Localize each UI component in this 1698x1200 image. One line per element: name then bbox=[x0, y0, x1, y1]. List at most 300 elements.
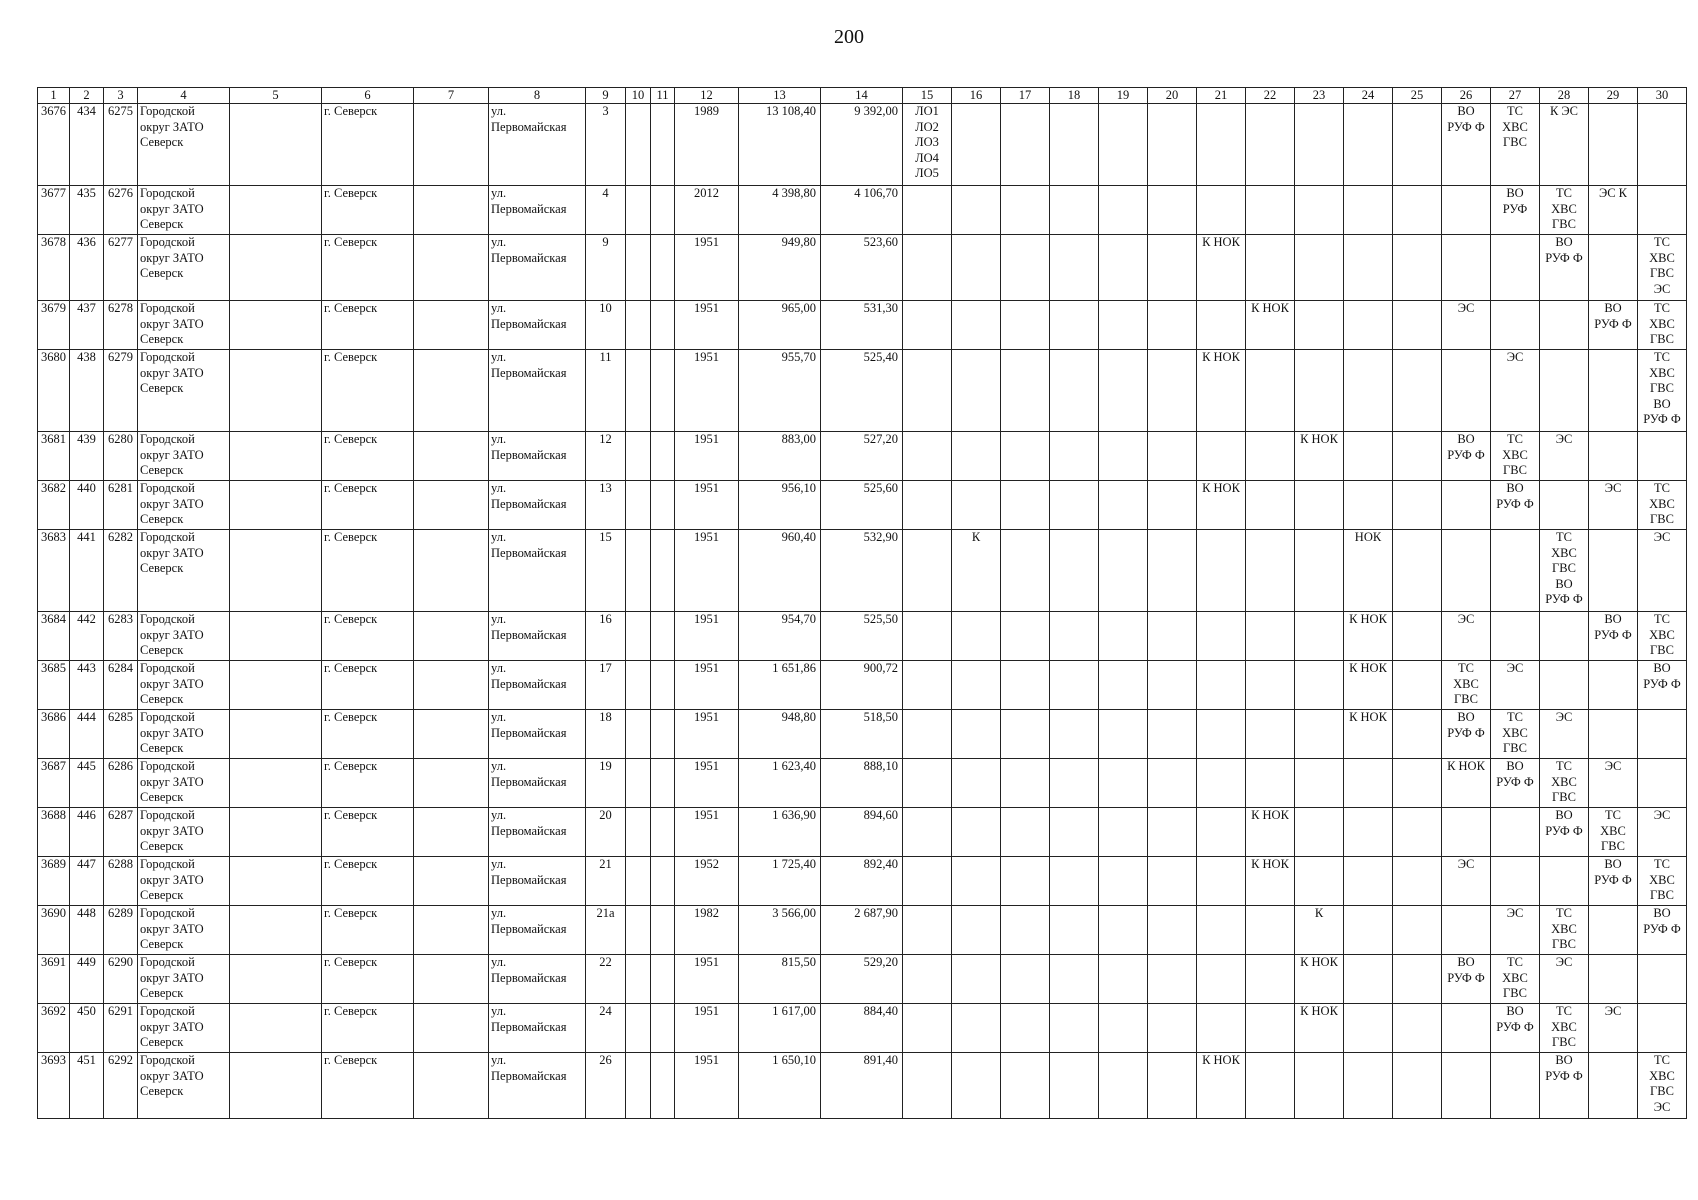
cell-col-13: 955,70 bbox=[739, 350, 821, 432]
cell-col-15 bbox=[903, 906, 952, 955]
cell-col-3: 6287 bbox=[104, 808, 138, 857]
cell-col-26 bbox=[1442, 808, 1491, 857]
cell-col-10 bbox=[626, 955, 651, 1004]
cell-col-14: 532,90 bbox=[821, 530, 903, 612]
cell-col-8: ул. Первомайская bbox=[489, 1004, 586, 1053]
cell-col-28: ВО РУФ Ф bbox=[1540, 808, 1589, 857]
cell-col-22 bbox=[1246, 710, 1295, 759]
cell-col-16 bbox=[952, 301, 1001, 350]
cell-col-24 bbox=[1344, 1004, 1393, 1053]
cell-col-19 bbox=[1099, 104, 1148, 186]
cell-col-18 bbox=[1050, 710, 1099, 759]
cell-col-17 bbox=[1001, 235, 1050, 301]
cell-col-24 bbox=[1344, 1053, 1393, 1119]
cell-col-30 bbox=[1638, 104, 1687, 186]
cell-col-5 bbox=[230, 906, 322, 955]
cell-col-22 bbox=[1246, 612, 1295, 661]
cell-col-18 bbox=[1050, 906, 1099, 955]
cell-col-16 bbox=[952, 906, 1001, 955]
cell-col-9: 12 bbox=[586, 432, 626, 481]
cell-col-29: ЭС bbox=[1589, 759, 1638, 808]
cell-col-19 bbox=[1099, 808, 1148, 857]
cell-col-1: 3692 bbox=[38, 1004, 70, 1053]
cell-col-30 bbox=[1638, 186, 1687, 235]
cell-col-8: ул. Первомайская bbox=[489, 104, 586, 186]
table-row bbox=[38, 301, 1687, 350]
cell-col-3: 6290 bbox=[104, 955, 138, 1004]
column-header-20: 20 bbox=[1148, 88, 1197, 104]
cell-col-21 bbox=[1197, 857, 1246, 906]
cell-col-15 bbox=[903, 955, 952, 1004]
cell-col-5 bbox=[230, 186, 322, 235]
cell-col-28: ЭС bbox=[1540, 432, 1589, 481]
cell-col-11 bbox=[651, 1053, 675, 1119]
cell-col-27 bbox=[1491, 1053, 1540, 1119]
cell-col-29 bbox=[1589, 1053, 1638, 1119]
cell-col-29: ВО РУФ Ф bbox=[1589, 612, 1638, 661]
cell-col-16 bbox=[952, 481, 1001, 530]
cell-col-26 bbox=[1442, 350, 1491, 432]
cell-col-8: ул. Первомайская bbox=[489, 955, 586, 1004]
cell-col-6: г. Северск bbox=[322, 301, 414, 350]
cell-col-30: ТС ХВС ГВС ЭС bbox=[1638, 1053, 1687, 1119]
cell-col-10 bbox=[626, 906, 651, 955]
cell-col-15 bbox=[903, 759, 952, 808]
cell-col-28: ВО РУФ Ф bbox=[1540, 235, 1589, 301]
column-header-21: 21 bbox=[1197, 88, 1246, 104]
cell-col-25 bbox=[1393, 857, 1442, 906]
column-header-26: 26 bbox=[1442, 88, 1491, 104]
cell-col-9: 18 bbox=[586, 710, 626, 759]
cell-col-28: ВО РУФ Ф bbox=[1540, 1053, 1589, 1119]
cell-col-21 bbox=[1197, 530, 1246, 612]
cell-col-28 bbox=[1540, 661, 1589, 710]
cell-col-25 bbox=[1393, 661, 1442, 710]
column-header-15: 15 bbox=[903, 88, 952, 104]
cell-col-19 bbox=[1099, 906, 1148, 955]
cell-col-14: 525,60 bbox=[821, 481, 903, 530]
cell-col-6: г. Северск bbox=[322, 759, 414, 808]
cell-col-13: 948,80 bbox=[739, 710, 821, 759]
cell-col-4: Городской округ ЗАТО Северск bbox=[138, 857, 230, 906]
cell-col-25 bbox=[1393, 235, 1442, 301]
cell-col-18 bbox=[1050, 530, 1099, 612]
cell-col-17 bbox=[1001, 104, 1050, 186]
cell-col-30 bbox=[1638, 710, 1687, 759]
table-row bbox=[38, 857, 1687, 906]
cell-col-25 bbox=[1393, 710, 1442, 759]
cell-col-11 bbox=[651, 906, 675, 955]
cell-col-11 bbox=[651, 759, 675, 808]
cell-col-2: 449 bbox=[70, 955, 104, 1004]
cell-col-17 bbox=[1001, 710, 1050, 759]
cell-col-3: 6282 bbox=[104, 530, 138, 612]
cell-col-26 bbox=[1442, 1053, 1491, 1119]
cell-col-21 bbox=[1197, 104, 1246, 186]
cell-col-24 bbox=[1344, 955, 1393, 1004]
cell-col-19 bbox=[1099, 612, 1148, 661]
cell-col-2: 445 bbox=[70, 759, 104, 808]
cell-col-16: К bbox=[952, 530, 1001, 612]
cell-col-27: ТС ХВС ГВС bbox=[1491, 710, 1540, 759]
cell-col-18 bbox=[1050, 481, 1099, 530]
cell-col-23 bbox=[1295, 301, 1344, 350]
cell-col-16 bbox=[952, 759, 1001, 808]
cell-col-10 bbox=[626, 301, 651, 350]
cell-col-24 bbox=[1344, 301, 1393, 350]
cell-col-13: 960,40 bbox=[739, 530, 821, 612]
cell-col-12: 1989 bbox=[675, 104, 739, 186]
cell-col-11 bbox=[651, 432, 675, 481]
cell-col-8: ул. Первомайская bbox=[489, 301, 586, 350]
header-row bbox=[38, 88, 1687, 104]
table-row bbox=[38, 710, 1687, 759]
cell-col-22 bbox=[1246, 955, 1295, 1004]
cell-col-4: Городской округ ЗАТО Северск bbox=[138, 955, 230, 1004]
cell-col-5 bbox=[230, 857, 322, 906]
cell-col-4: Городской округ ЗАТО Северск bbox=[138, 301, 230, 350]
cell-col-4: Городской округ ЗАТО Северск bbox=[138, 432, 230, 481]
column-header-8: 8 bbox=[489, 88, 586, 104]
cell-col-27 bbox=[1491, 235, 1540, 301]
table-row bbox=[38, 955, 1687, 1004]
cell-col-23 bbox=[1295, 530, 1344, 612]
cell-col-3: 6276 bbox=[104, 186, 138, 235]
cell-col-1: 3677 bbox=[38, 186, 70, 235]
cell-col-23 bbox=[1295, 710, 1344, 759]
cell-col-5 bbox=[230, 661, 322, 710]
cell-col-24 bbox=[1344, 759, 1393, 808]
cell-col-18 bbox=[1050, 1004, 1099, 1053]
cell-col-27 bbox=[1491, 530, 1540, 612]
cell-col-16 bbox=[952, 808, 1001, 857]
cell-col-8: ул. Первомайская bbox=[489, 1053, 586, 1119]
cell-col-14: 527,20 bbox=[821, 432, 903, 481]
cell-col-10 bbox=[626, 1004, 651, 1053]
cell-col-19 bbox=[1099, 1053, 1148, 1119]
cell-col-25 bbox=[1393, 906, 1442, 955]
cell-col-12: 1982 bbox=[675, 906, 739, 955]
cell-col-3: 6288 bbox=[104, 857, 138, 906]
column-header-19: 19 bbox=[1099, 88, 1148, 104]
cell-col-13: 4 398,80 bbox=[739, 186, 821, 235]
cell-col-3: 6285 bbox=[104, 710, 138, 759]
cell-col-12: 1951 bbox=[675, 612, 739, 661]
cell-col-7 bbox=[414, 104, 489, 186]
cell-col-3: 6275 bbox=[104, 104, 138, 186]
cell-col-16 bbox=[952, 186, 1001, 235]
cell-col-23 bbox=[1295, 612, 1344, 661]
cell-col-13: 1 617,00 bbox=[739, 1004, 821, 1053]
cell-col-14: 518,50 bbox=[821, 710, 903, 759]
cell-col-24 bbox=[1344, 350, 1393, 432]
cell-col-29 bbox=[1589, 955, 1638, 1004]
cell-col-18 bbox=[1050, 808, 1099, 857]
table-row bbox=[38, 1004, 1687, 1053]
cell-col-4: Городской округ ЗАТО Северск bbox=[138, 235, 230, 301]
cell-col-24 bbox=[1344, 432, 1393, 481]
cell-col-30 bbox=[1638, 1004, 1687, 1053]
cell-col-1: 3680 bbox=[38, 350, 70, 432]
cell-col-11 bbox=[651, 104, 675, 186]
cell-col-4: Городской округ ЗАТО Северск bbox=[138, 1004, 230, 1053]
cell-col-12: 1951 bbox=[675, 710, 739, 759]
cell-col-18 bbox=[1050, 235, 1099, 301]
cell-col-9: 17 bbox=[586, 661, 626, 710]
cell-col-10 bbox=[626, 481, 651, 530]
cell-col-22 bbox=[1246, 530, 1295, 612]
cell-col-10 bbox=[626, 759, 651, 808]
column-header-30: 30 bbox=[1638, 88, 1687, 104]
column-header-24: 24 bbox=[1344, 88, 1393, 104]
cell-col-26: ВО РУФ Ф bbox=[1442, 432, 1491, 481]
cell-col-15 bbox=[903, 661, 952, 710]
cell-col-6: г. Северск bbox=[322, 906, 414, 955]
cell-col-2: 437 bbox=[70, 301, 104, 350]
cell-col-12: 1951 bbox=[675, 808, 739, 857]
cell-col-23 bbox=[1295, 235, 1344, 301]
cell-col-4: Городской округ ЗАТО Северск bbox=[138, 530, 230, 612]
cell-col-28: ЭС bbox=[1540, 710, 1589, 759]
cell-col-20 bbox=[1148, 1053, 1197, 1119]
cell-col-28 bbox=[1540, 301, 1589, 350]
cell-col-2: 440 bbox=[70, 481, 104, 530]
cell-col-6: г. Северск bbox=[322, 710, 414, 759]
cell-col-14: 900,72 bbox=[821, 661, 903, 710]
cell-col-29 bbox=[1589, 350, 1638, 432]
cell-col-15 bbox=[903, 1053, 952, 1119]
cell-col-17 bbox=[1001, 612, 1050, 661]
cell-col-16 bbox=[952, 710, 1001, 759]
cell-col-23 bbox=[1295, 350, 1344, 432]
cell-col-18 bbox=[1050, 104, 1099, 186]
cell-col-26: ВО РУФ Ф bbox=[1442, 104, 1491, 186]
cell-col-11 bbox=[651, 955, 675, 1004]
cell-col-13: 1 623,40 bbox=[739, 759, 821, 808]
cell-col-24 bbox=[1344, 906, 1393, 955]
cell-col-26: ЭС bbox=[1442, 301, 1491, 350]
column-header-13: 13 bbox=[739, 88, 821, 104]
cell-col-27: ЭС bbox=[1491, 661, 1540, 710]
cell-col-30: ТС ХВС ГВС bbox=[1638, 301, 1687, 350]
cell-col-7 bbox=[414, 759, 489, 808]
cell-col-2: 434 bbox=[70, 104, 104, 186]
cell-col-9: 22 bbox=[586, 955, 626, 1004]
cell-col-30: ТС ХВС ГВС bbox=[1638, 857, 1687, 906]
cell-col-25 bbox=[1393, 481, 1442, 530]
cell-col-13: 815,50 bbox=[739, 955, 821, 1004]
column-header-2: 2 bbox=[70, 88, 104, 104]
cell-col-15 bbox=[903, 857, 952, 906]
cell-col-15 bbox=[903, 530, 952, 612]
cell-col-23 bbox=[1295, 759, 1344, 808]
cell-col-19 bbox=[1099, 759, 1148, 808]
cell-col-27: ВО РУФ Ф bbox=[1491, 481, 1540, 530]
cell-col-25 bbox=[1393, 432, 1442, 481]
cell-col-11 bbox=[651, 186, 675, 235]
cell-col-30: ТС ХВС ГВС bbox=[1638, 481, 1687, 530]
cell-col-5 bbox=[230, 1004, 322, 1053]
table-row bbox=[38, 104, 1687, 186]
cell-col-22 bbox=[1246, 481, 1295, 530]
cell-col-4: Городской округ ЗАТО Северск bbox=[138, 350, 230, 432]
cell-col-24 bbox=[1344, 235, 1393, 301]
cell-col-25 bbox=[1393, 1004, 1442, 1053]
cell-col-1: 3693 bbox=[38, 1053, 70, 1119]
cell-col-9: 21а bbox=[586, 906, 626, 955]
cell-col-2: 438 bbox=[70, 350, 104, 432]
cell-col-14: 891,40 bbox=[821, 1053, 903, 1119]
cell-col-27: ВО РУФ Ф bbox=[1491, 1004, 1540, 1053]
cell-col-19 bbox=[1099, 186, 1148, 235]
table-row bbox=[38, 906, 1687, 955]
cell-col-21: К НОК bbox=[1197, 481, 1246, 530]
cell-col-21 bbox=[1197, 301, 1246, 350]
cell-col-21 bbox=[1197, 808, 1246, 857]
cell-col-5 bbox=[230, 759, 322, 808]
cell-col-9: 11 bbox=[586, 350, 626, 432]
table-row bbox=[38, 759, 1687, 808]
cell-col-8: ул. Первомайская bbox=[489, 432, 586, 481]
cell-col-15 bbox=[903, 432, 952, 481]
cell-col-18 bbox=[1050, 350, 1099, 432]
cell-col-29 bbox=[1589, 710, 1638, 759]
cell-col-3: 6292 bbox=[104, 1053, 138, 1119]
cell-col-10 bbox=[626, 350, 651, 432]
cell-col-7 bbox=[414, 1053, 489, 1119]
cell-col-26: ЭС bbox=[1442, 857, 1491, 906]
cell-col-26: ЭС bbox=[1442, 612, 1491, 661]
cell-col-8: ул. Первомайская bbox=[489, 186, 586, 235]
cell-col-12: 1951 bbox=[675, 481, 739, 530]
cell-col-5 bbox=[230, 104, 322, 186]
cell-col-24 bbox=[1344, 104, 1393, 186]
cell-col-3: 6289 bbox=[104, 906, 138, 955]
cell-col-7 bbox=[414, 481, 489, 530]
cell-col-3: 6286 bbox=[104, 759, 138, 808]
cell-col-20 bbox=[1148, 808, 1197, 857]
cell-col-8: ул. Первомайская bbox=[489, 906, 586, 955]
cell-col-9: 10 bbox=[586, 301, 626, 350]
cell-col-7 bbox=[414, 808, 489, 857]
cell-col-5 bbox=[230, 235, 322, 301]
cell-col-5 bbox=[230, 710, 322, 759]
cell-col-6: г. Северск bbox=[322, 612, 414, 661]
cell-col-15 bbox=[903, 301, 952, 350]
cell-col-8: ул. Первомайская bbox=[489, 612, 586, 661]
cell-col-8: ул. Первомайская bbox=[489, 235, 586, 301]
cell-col-26 bbox=[1442, 530, 1491, 612]
cell-col-17 bbox=[1001, 481, 1050, 530]
cell-col-12: 1951 bbox=[675, 1004, 739, 1053]
cell-col-22 bbox=[1246, 235, 1295, 301]
cell-col-1: 3678 bbox=[38, 235, 70, 301]
column-header-25: 25 bbox=[1393, 88, 1442, 104]
column-header-9: 9 bbox=[586, 88, 626, 104]
cell-col-1: 3676 bbox=[38, 104, 70, 186]
cell-col-6: г. Северск bbox=[322, 857, 414, 906]
cell-col-27: ВО РУФ Ф bbox=[1491, 759, 1540, 808]
cell-col-11 bbox=[651, 481, 675, 530]
cell-col-23 bbox=[1295, 186, 1344, 235]
cell-col-8: ул. Первомайская bbox=[489, 808, 586, 857]
cell-col-18 bbox=[1050, 186, 1099, 235]
column-header-5: 5 bbox=[230, 88, 322, 104]
cell-col-10 bbox=[626, 710, 651, 759]
cell-col-25 bbox=[1393, 350, 1442, 432]
column-header-10: 10 bbox=[626, 88, 651, 104]
cell-col-24: К НОК bbox=[1344, 612, 1393, 661]
cell-col-16 bbox=[952, 857, 1001, 906]
cell-col-24 bbox=[1344, 481, 1393, 530]
cell-col-16 bbox=[952, 1053, 1001, 1119]
cell-col-15 bbox=[903, 481, 952, 530]
cell-col-5 bbox=[230, 612, 322, 661]
cell-col-29 bbox=[1589, 661, 1638, 710]
cell-col-28: ТС ХВС ГВС ВО РУФ Ф bbox=[1540, 530, 1589, 612]
cell-col-21 bbox=[1197, 759, 1246, 808]
cell-col-20 bbox=[1148, 955, 1197, 1004]
cell-col-13: 949,80 bbox=[739, 235, 821, 301]
cell-col-12: 1951 bbox=[675, 235, 739, 301]
cell-col-5 bbox=[230, 301, 322, 350]
cell-col-9: 3 bbox=[586, 104, 626, 186]
cell-col-24: К НОК bbox=[1344, 710, 1393, 759]
cell-col-17 bbox=[1001, 661, 1050, 710]
cell-col-21: К НОК bbox=[1197, 235, 1246, 301]
cell-col-4: Городской округ ЗАТО Северск bbox=[138, 481, 230, 530]
cell-col-6: г. Северск bbox=[322, 1004, 414, 1053]
cell-col-17 bbox=[1001, 186, 1050, 235]
cell-col-23 bbox=[1295, 104, 1344, 186]
cell-col-6: г. Северск bbox=[322, 955, 414, 1004]
cell-col-17 bbox=[1001, 350, 1050, 432]
column-header-22: 22 bbox=[1246, 88, 1295, 104]
cell-col-20 bbox=[1148, 906, 1197, 955]
cell-col-29: ЭС bbox=[1589, 481, 1638, 530]
cell-col-25 bbox=[1393, 186, 1442, 235]
cell-col-2: 444 bbox=[70, 710, 104, 759]
cell-col-13: 1 651,86 bbox=[739, 661, 821, 710]
cell-col-1: 3681 bbox=[38, 432, 70, 481]
column-header-1: 1 bbox=[38, 88, 70, 104]
cell-col-13: 883,00 bbox=[739, 432, 821, 481]
cell-col-28 bbox=[1540, 481, 1589, 530]
cell-col-5 bbox=[230, 955, 322, 1004]
cell-col-12: 1951 bbox=[675, 955, 739, 1004]
column-header-16: 16 bbox=[952, 88, 1001, 104]
cell-col-29: ВО РУФ Ф bbox=[1589, 857, 1638, 906]
cell-col-11 bbox=[651, 301, 675, 350]
cell-col-27: ЭС bbox=[1491, 350, 1540, 432]
table-row bbox=[38, 612, 1687, 661]
cell-col-13: 956,10 bbox=[739, 481, 821, 530]
cell-col-29 bbox=[1589, 235, 1638, 301]
cell-col-22 bbox=[1246, 906, 1295, 955]
cell-col-21 bbox=[1197, 612, 1246, 661]
cell-col-17 bbox=[1001, 1053, 1050, 1119]
cell-col-4: Городской округ ЗАТО Северск bbox=[138, 186, 230, 235]
cell-col-30: ТС ХВС ГВС ВО РУФ Ф bbox=[1638, 350, 1687, 432]
cell-col-7 bbox=[414, 710, 489, 759]
cell-col-9: 20 bbox=[586, 808, 626, 857]
cell-col-2: 442 bbox=[70, 612, 104, 661]
cell-col-22 bbox=[1246, 432, 1295, 481]
cell-col-6: г. Северск bbox=[322, 235, 414, 301]
cell-col-6: г. Северск bbox=[322, 1053, 414, 1119]
cell-col-16 bbox=[952, 955, 1001, 1004]
column-header-27: 27 bbox=[1491, 88, 1540, 104]
